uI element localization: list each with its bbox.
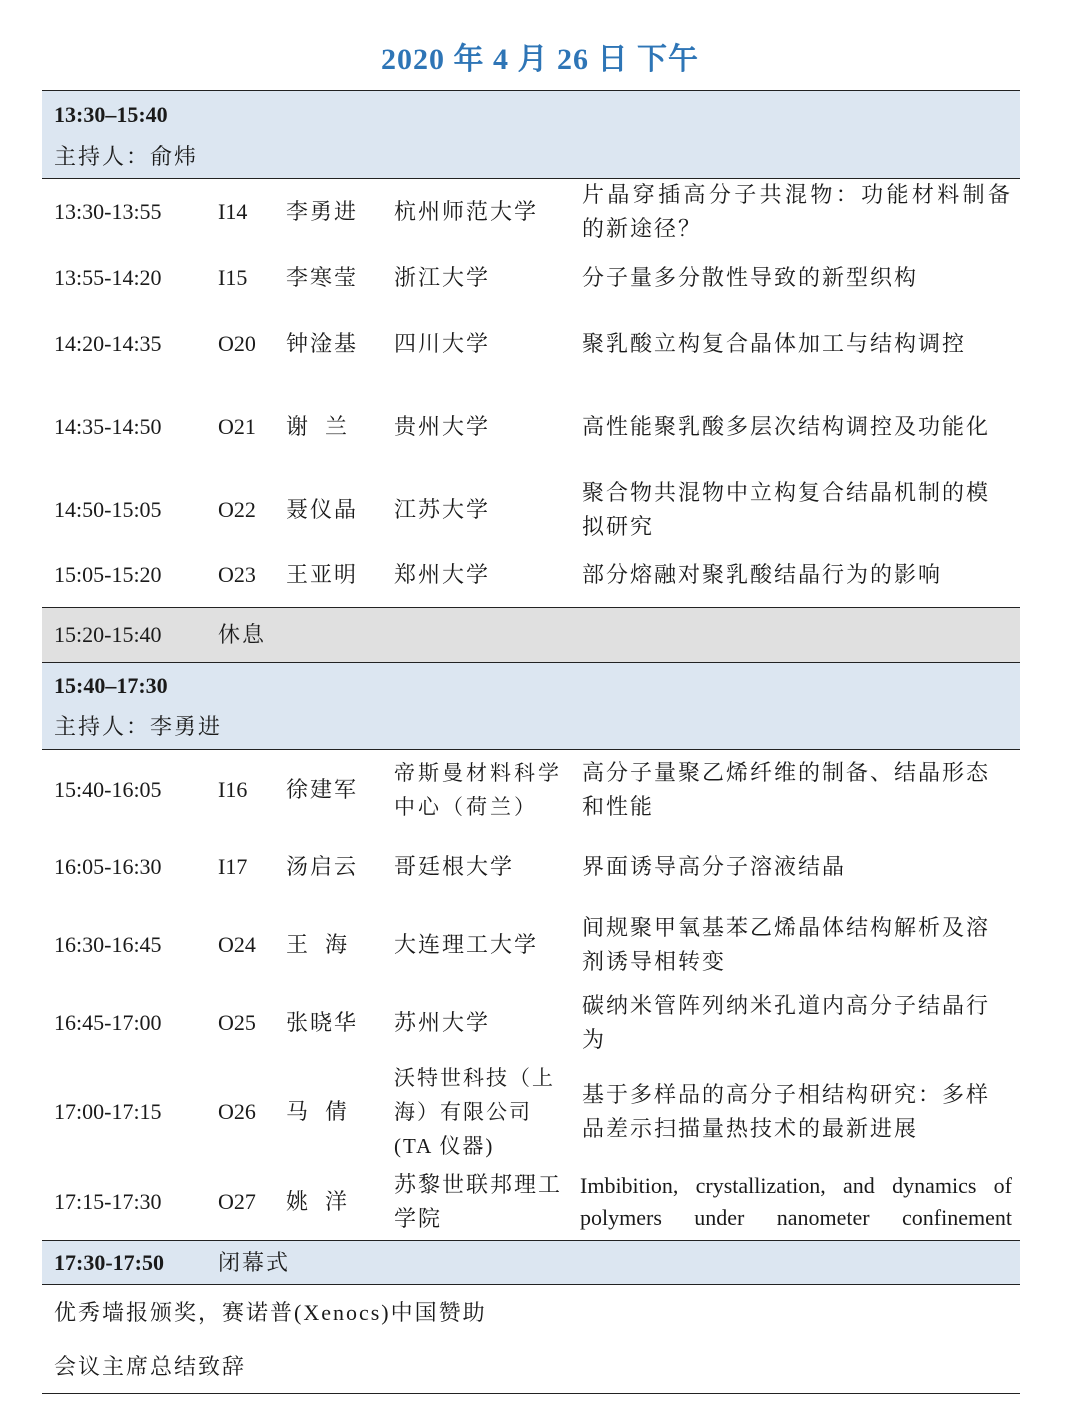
talk-code: O26 bbox=[218, 1099, 256, 1124]
talk-time: 15:40-16:05 bbox=[54, 777, 162, 802]
talk-time: 16:30-16:45 bbox=[54, 932, 162, 957]
talk-affiliation: 浙江大学 bbox=[394, 265, 491, 290]
table-row bbox=[42, 245, 1020, 311]
talk-affiliation: 哥廷根大学 bbox=[394, 854, 515, 879]
talk-speaker: 钟淦基 bbox=[286, 331, 359, 356]
table-row bbox=[42, 477, 1020, 543]
talk-code: O22 bbox=[218, 497, 256, 522]
table-row bbox=[42, 179, 1020, 245]
talk-code: I17 bbox=[218, 854, 248, 879]
talk-speaker: 徐建军 bbox=[286, 777, 359, 802]
talk-topic: 基于多样品的高分子相结构研究：多样品差示扫描量热技术的最新进展 bbox=[582, 1082, 991, 1141]
talk-time: 14:35-14:50 bbox=[54, 414, 162, 439]
talk-topic: 间规聚甲氧基苯乙烯晶体结构解析及溶剂诱导相转变 bbox=[582, 915, 991, 974]
table-row bbox=[42, 904, 1020, 986]
talk-speaker: 谢 兰 bbox=[286, 414, 350, 439]
table-row bbox=[42, 311, 1020, 377]
table-row bbox=[42, 986, 1020, 1060]
table-row bbox=[42, 750, 1020, 830]
talk-code: O24 bbox=[218, 932, 256, 957]
talk-topic: 分子量多分散性导致的新型织构 bbox=[582, 265, 919, 290]
closing-row bbox=[42, 1241, 1020, 1284]
talk-affiliation: 杭州师范大学 bbox=[394, 199, 539, 224]
talk-time: 15:05-15:20 bbox=[54, 562, 162, 587]
talk-time: 13:30-13:55 bbox=[54, 199, 162, 224]
closing-label: 闭幕式 bbox=[218, 1249, 291, 1275]
talk-affiliation: 大连理工大学 bbox=[394, 932, 539, 957]
talk-speaker: 李勇进 bbox=[286, 199, 359, 224]
talk-topic: 界面诱导高分子溶液结晶 bbox=[582, 854, 847, 879]
talk-code: I16 bbox=[218, 777, 248, 802]
talk-speaker: 李寒莹 bbox=[286, 265, 359, 290]
table-row bbox=[42, 377, 1020, 477]
talk-time: 14:50-15:05 bbox=[54, 497, 162, 522]
talk-affiliation: 贵州大学 bbox=[394, 414, 491, 439]
talk-speaker: 姚 洋 bbox=[286, 1189, 350, 1214]
session-header bbox=[42, 663, 1020, 749]
table-row bbox=[42, 1164, 1020, 1240]
talk-time: 14:20-14:35 bbox=[54, 331, 162, 356]
talk-affiliation: 四川大学 bbox=[394, 331, 491, 356]
talk-affiliation: 江苏大学 bbox=[394, 497, 491, 522]
talk-topic: 高分子量聚乙烯纤维的制备、结晶形态和性能 bbox=[582, 760, 991, 819]
divider bbox=[42, 1284, 1020, 1285]
talk-affiliation: 苏州大学 bbox=[394, 1010, 491, 1035]
talk-speaker: 王 海 bbox=[286, 932, 350, 957]
session-host: 主持人：俞炜 bbox=[54, 144, 199, 169]
closing-item: 优秀墙报颁奖，赛诺普(Xenocs)中国赞助 bbox=[54, 1300, 487, 1325]
talk-topic: Imbibition, crystallization, and dynamics of polymers under nanometer confinement bbox=[580, 1173, 1012, 1230]
talk-time: 17:15-17:30 bbox=[54, 1189, 162, 1214]
session-host: 主持人：李勇进 bbox=[54, 714, 223, 739]
talk-affiliation: 沃特世科技（上海）有限公司(TA 仪器) bbox=[394, 1066, 555, 1158]
break-time: 15:20-15:40 bbox=[54, 622, 162, 647]
talk-time: 16:45-17:00 bbox=[54, 1010, 162, 1035]
talk-speaker: 汤启云 bbox=[286, 854, 359, 879]
divider bbox=[42, 1393, 1020, 1394]
break-row bbox=[42, 608, 1020, 662]
talk-affiliation: 帝斯曼材料科学中心（荷兰） bbox=[394, 761, 562, 819]
talk-affiliation: 郑州大学 bbox=[394, 562, 491, 587]
talk-code: O23 bbox=[218, 562, 256, 587]
closing-item: 会议主席总结致辞 bbox=[54, 1354, 247, 1379]
table-row bbox=[42, 543, 1020, 607]
session-header bbox=[42, 91, 1020, 178]
talk-code: O21 bbox=[218, 414, 256, 439]
talk-topic: 聚乳酸立构复合晶体加工与结构调控 bbox=[582, 331, 967, 356]
talk-speaker: 张晓华 bbox=[286, 1010, 359, 1035]
session-time: 15:40–17:30 bbox=[54, 673, 168, 698]
talk-code: O27 bbox=[218, 1189, 256, 1214]
talk-topic: 高性能聚乳酸多层次结构调控及功能化 bbox=[582, 414, 991, 439]
talk-code: I15 bbox=[218, 265, 248, 290]
talk-topic: 部分熔融对聚乳酸结晶行为的影响 bbox=[582, 562, 943, 587]
talk-topic: 碳纳米管阵列纳米孔道内高分子结晶行为 bbox=[582, 993, 991, 1052]
page-title: 2020 年 4 月 26 日 下午 bbox=[381, 43, 699, 76]
talk-topic: 片晶穿插高分子共混物：功能材料制备的新途径？ bbox=[582, 182, 1012, 241]
talk-time: 16:05-16:30 bbox=[54, 854, 162, 879]
talk-affiliation: 苏黎世联邦理工学院 bbox=[394, 1172, 563, 1231]
table-row bbox=[42, 830, 1020, 904]
talk-speaker: 王亚明 bbox=[286, 562, 359, 587]
session-time: 13:30–15:40 bbox=[54, 102, 168, 127]
table-row bbox=[42, 1060, 1020, 1164]
talk-speaker: 聂仪晶 bbox=[286, 497, 359, 522]
talk-code: O25 bbox=[218, 1010, 256, 1035]
talk-speaker: 马 倩 bbox=[286, 1099, 350, 1124]
talk-time: 13:55-14:20 bbox=[54, 265, 162, 290]
break-label: 休息 bbox=[218, 622, 267, 647]
talk-topic: 聚合物共混物中立构复合结晶机制的模拟研究 bbox=[582, 480, 991, 539]
talk-code: O20 bbox=[218, 331, 256, 356]
closing-time: 17:30-17:50 bbox=[54, 1249, 164, 1275]
talk-time: 17:00-17:15 bbox=[54, 1099, 162, 1124]
talk-code: I14 bbox=[218, 199, 248, 224]
